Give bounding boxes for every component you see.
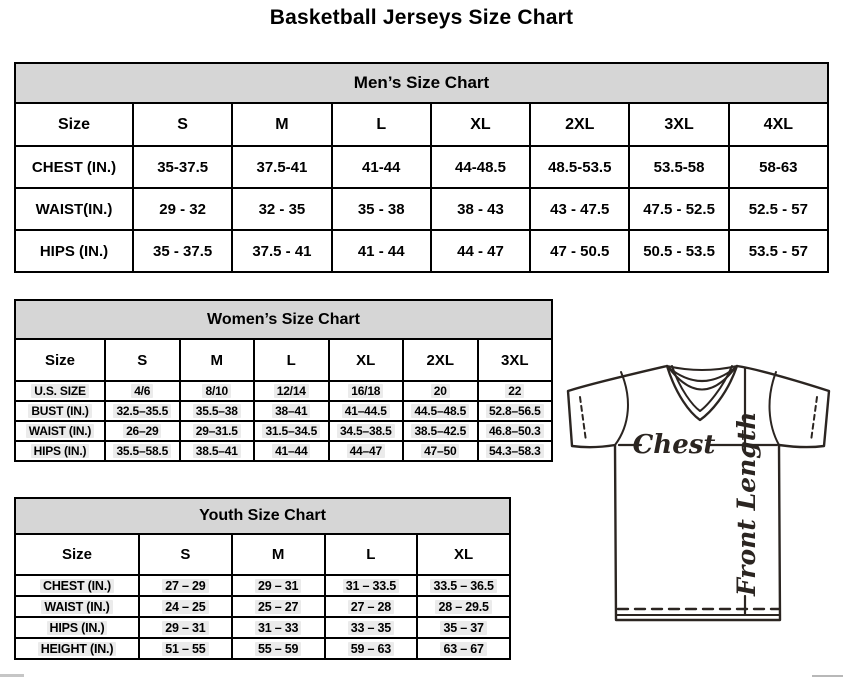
womens-cell bbox=[478, 401, 553, 421]
cell-value: 24 – 25 bbox=[162, 600, 208, 614]
youth-cell bbox=[139, 575, 232, 596]
womens-col-header: 3XL bbox=[478, 339, 553, 381]
mens-cell: 58-63 bbox=[729, 146, 828, 188]
cell-value: 47–50 bbox=[421, 444, 459, 458]
youth-chart-title: Youth Size Chart bbox=[15, 498, 510, 534]
table-row bbox=[15, 441, 552, 461]
cell-value: BUST (IN.) bbox=[28, 404, 91, 418]
youth-cell bbox=[232, 638, 325, 659]
cell-value: 32.5–35.5 bbox=[113, 404, 171, 418]
jersey-measurement-diagram bbox=[555, 353, 843, 643]
cell-value: U.S. SIZE bbox=[31, 384, 89, 398]
youth-cell bbox=[232, 617, 325, 638]
youth-cell bbox=[325, 617, 418, 638]
youth-cell bbox=[139, 596, 232, 617]
cell-value: 55 – 59 bbox=[255, 642, 301, 656]
womens-row-label bbox=[15, 421, 105, 441]
youth-cell bbox=[232, 575, 325, 596]
womens-cell bbox=[105, 441, 180, 461]
womens-col-header: L bbox=[254, 339, 329, 381]
cell-value: 33 – 35 bbox=[348, 621, 394, 635]
cell-value: 59 – 63 bbox=[348, 642, 394, 656]
youth-cell bbox=[417, 596, 510, 617]
womens-cell bbox=[329, 381, 404, 401]
womens-cell bbox=[254, 421, 329, 441]
mens-cell: 53.5 - 57 bbox=[729, 230, 828, 272]
mens-col-header: M bbox=[232, 103, 331, 146]
cell-value: WAIST (IN.) bbox=[26, 424, 94, 438]
table-row bbox=[15, 638, 510, 659]
youth-col-header: L bbox=[325, 534, 418, 575]
womens-cell bbox=[329, 401, 404, 421]
cell-value: HEIGHT (IN.) bbox=[38, 642, 117, 656]
cell-value: 35.5–58.5 bbox=[113, 444, 171, 458]
womens-cell bbox=[329, 441, 404, 461]
womens-cell bbox=[403, 421, 478, 441]
cell-value: 54.3–58.3 bbox=[486, 444, 544, 458]
womens-row-label bbox=[15, 381, 105, 401]
mens-col-header: 3XL bbox=[629, 103, 728, 146]
cell-value: 51 – 55 bbox=[162, 642, 208, 656]
youth-cell bbox=[139, 638, 232, 659]
cell-value: 29–31.5 bbox=[193, 424, 241, 438]
womens-col-header-size: Size bbox=[15, 339, 105, 381]
womens-col-header: S bbox=[105, 339, 180, 381]
womens-cell bbox=[180, 381, 255, 401]
womens-col-header: 2XL bbox=[403, 339, 478, 381]
cell-value: 8/10 bbox=[202, 384, 231, 398]
womens-col-header: XL bbox=[329, 339, 404, 381]
mens-size-table bbox=[14, 62, 829, 273]
mens-cell: 41-44 bbox=[332, 146, 431, 188]
mens-cell: 52.5 - 57 bbox=[729, 188, 828, 230]
cell-value: 35 – 37 bbox=[440, 621, 486, 635]
cell-value: 29 – 31 bbox=[255, 579, 301, 593]
cell-value: 63 – 67 bbox=[440, 642, 486, 656]
mens-cell: 47.5 - 52.5 bbox=[629, 188, 728, 230]
horizontal-scrollbar-track bbox=[812, 675, 843, 677]
mens-cell: 44 - 47 bbox=[431, 230, 530, 272]
youth-col-header-size: Size bbox=[15, 534, 139, 575]
cell-value: 16/18 bbox=[348, 384, 383, 398]
cell-value: HIPS (IN.) bbox=[47, 621, 108, 635]
youth-cell bbox=[325, 638, 418, 659]
cell-value: 22 bbox=[505, 384, 524, 398]
youth-row-label bbox=[15, 596, 139, 617]
mens-row-label: WAIST(IN.) bbox=[15, 188, 133, 230]
cell-value: 31.5–34.5 bbox=[262, 424, 320, 438]
mens-col-header: L bbox=[332, 103, 431, 146]
jersey-seam-left bbox=[615, 372, 628, 445]
table-row bbox=[15, 617, 510, 638]
youth-cell bbox=[232, 596, 325, 617]
mens-col-header: S bbox=[133, 103, 232, 146]
jersey-outline bbox=[568, 366, 829, 620]
table-row bbox=[15, 188, 828, 230]
womens-row-label bbox=[15, 441, 105, 461]
youth-col-header: M bbox=[232, 534, 325, 575]
mens-cell: 41 - 44 bbox=[332, 230, 431, 272]
womens-col-header: M bbox=[180, 339, 255, 381]
mens-cell: 37.5-41 bbox=[232, 146, 331, 188]
mens-cell: 29 - 32 bbox=[133, 188, 232, 230]
table-row bbox=[15, 230, 828, 272]
cell-value: 41–44.5 bbox=[342, 404, 390, 418]
womens-row-label bbox=[15, 401, 105, 421]
youth-cell bbox=[417, 575, 510, 596]
mens-col-header: 4XL bbox=[729, 103, 828, 146]
womens-cell bbox=[329, 421, 404, 441]
womens-cell bbox=[478, 421, 553, 441]
mens-cell: 32 - 35 bbox=[232, 188, 331, 230]
cell-value: 26–29 bbox=[123, 424, 161, 438]
mens-cell: 50.5 - 53.5 bbox=[629, 230, 728, 272]
mens-cell: 37.5 - 41 bbox=[232, 230, 331, 272]
cell-value: 52.8–56.5 bbox=[486, 404, 544, 418]
womens-cell bbox=[105, 401, 180, 421]
womens-cell bbox=[254, 381, 329, 401]
womens-cell bbox=[403, 441, 478, 461]
womens-cell bbox=[254, 441, 329, 461]
chest-label: Chest bbox=[632, 430, 716, 460]
youth-row-label bbox=[15, 638, 139, 659]
table-row bbox=[15, 146, 828, 188]
mens-cell: 47 - 50.5 bbox=[530, 230, 629, 272]
cell-value: 34.5–38.5 bbox=[337, 424, 395, 438]
mens-cell: 53.5-58 bbox=[629, 146, 728, 188]
table-row bbox=[15, 596, 510, 617]
cell-value: 27 – 28 bbox=[348, 600, 394, 614]
mens-col-header-size: Size bbox=[15, 103, 133, 146]
womens-cell bbox=[403, 401, 478, 421]
cell-value: 38.5–42.5 bbox=[411, 424, 469, 438]
table-row bbox=[15, 401, 552, 421]
cell-value: 38–41 bbox=[272, 404, 310, 418]
mens-cell: 43 - 47.5 bbox=[530, 188, 629, 230]
womens-cell bbox=[180, 401, 255, 421]
womens-cell bbox=[403, 381, 478, 401]
cell-value: CHEST (IN.) bbox=[40, 579, 114, 593]
table-row bbox=[15, 381, 552, 401]
youth-cell bbox=[139, 617, 232, 638]
page-title: Basketball Jerseys Size Chart bbox=[269, 6, 574, 29]
cell-value: 41–44 bbox=[272, 444, 310, 458]
front-length-label: Front Length bbox=[732, 411, 761, 596]
youth-cell bbox=[417, 617, 510, 638]
cell-value: WAIST (IN.) bbox=[41, 600, 112, 614]
youth-cell bbox=[417, 638, 510, 659]
youth-size-table bbox=[14, 497, 511, 660]
mens-cell: 44-48.5 bbox=[431, 146, 530, 188]
youth-row-label bbox=[15, 617, 139, 638]
mens-cell: 38 - 43 bbox=[431, 188, 530, 230]
cell-value: 31 – 33.5 bbox=[343, 579, 399, 593]
youth-cell bbox=[325, 575, 418, 596]
cell-value: HIPS (IN.) bbox=[31, 444, 90, 458]
mens-cell: 35 - 37.5 bbox=[133, 230, 232, 272]
mens-cell: 35-37.5 bbox=[133, 146, 232, 188]
cuff-dash-left bbox=[580, 397, 586, 441]
womens-cell bbox=[105, 421, 180, 441]
womens-cell bbox=[254, 401, 329, 421]
mens-chart-title: Men’s Size Chart bbox=[15, 63, 828, 103]
cell-value: 12/14 bbox=[274, 384, 309, 398]
cell-value: 33.5 – 36.5 bbox=[430, 579, 496, 593]
cell-value: 29 – 31 bbox=[162, 621, 208, 635]
mens-col-header: 2XL bbox=[530, 103, 629, 146]
mens-cell: 35 - 38 bbox=[332, 188, 431, 230]
cell-value: 20 bbox=[431, 384, 450, 398]
womens-size-table bbox=[14, 299, 553, 462]
cell-value: 27 – 29 bbox=[162, 579, 208, 593]
youth-col-header: S bbox=[139, 534, 232, 575]
cell-value: 28 – 29.5 bbox=[435, 600, 491, 614]
collar-top bbox=[667, 366, 737, 370]
cuff-dash-right bbox=[811, 397, 817, 441]
womens-cell bbox=[180, 421, 255, 441]
cell-value: 35.5–38 bbox=[193, 404, 241, 418]
mens-cell: 48.5-53.5 bbox=[530, 146, 629, 188]
cell-value: 44.5–48.5 bbox=[411, 404, 469, 418]
cell-value: 31 – 33 bbox=[255, 621, 301, 635]
womens-cell bbox=[180, 441, 255, 461]
cell-value: 44–47 bbox=[347, 444, 385, 458]
mens-row-label: CHEST (IN.) bbox=[15, 146, 133, 188]
womens-chart-title: Women’s Size Chart bbox=[15, 300, 552, 339]
jersey-seam-right bbox=[770, 372, 779, 445]
youth-cell bbox=[325, 596, 418, 617]
table-row bbox=[15, 421, 552, 441]
youth-row-label bbox=[15, 575, 139, 596]
mens-row-label: HIPS (IN.) bbox=[15, 230, 133, 272]
womens-cell bbox=[478, 381, 553, 401]
table-row bbox=[15, 575, 510, 596]
youth-col-header: XL bbox=[417, 534, 510, 575]
cell-value: 25 – 27 bbox=[255, 600, 301, 614]
womens-cell bbox=[478, 441, 553, 461]
cell-value: 4/6 bbox=[131, 384, 153, 398]
horizontal-scrollbar-thumb[interactable] bbox=[0, 674, 24, 677]
womens-cell bbox=[105, 381, 180, 401]
cell-value: 38.5–41 bbox=[193, 444, 241, 458]
cell-value: 46.8–50.3 bbox=[486, 424, 544, 438]
mens-col-header: XL bbox=[431, 103, 530, 146]
